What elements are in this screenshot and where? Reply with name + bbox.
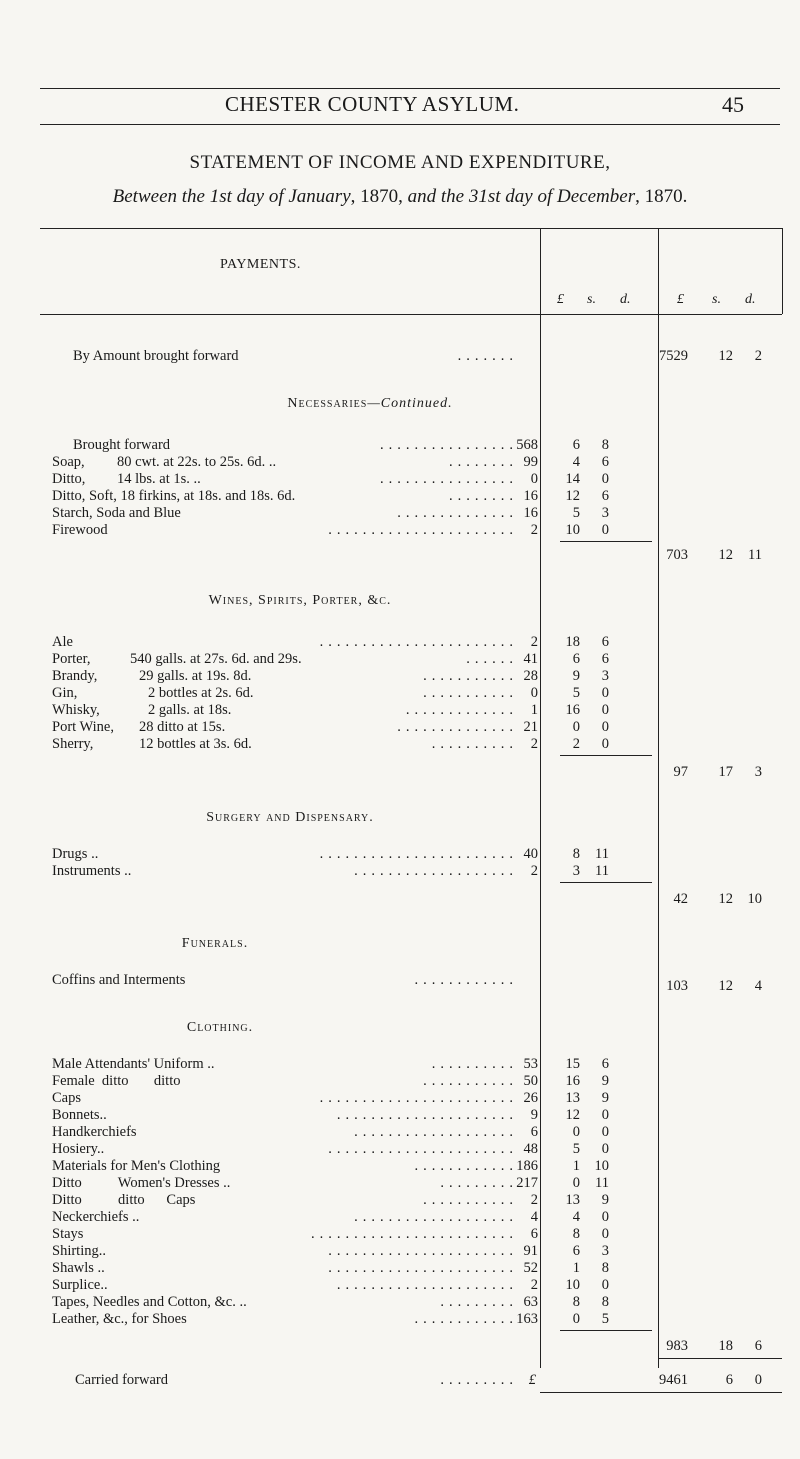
- row-label: Shawls ..: [52, 1260, 105, 1276]
- table-row: [0, 1277, 800, 1293]
- amount-pounds: 50: [523, 1073, 538, 1089]
- amount-pounds: 16: [523, 488, 538, 504]
- row-label: Neckerchiefs ..: [52, 1209, 140, 1225]
- amount-shillings: 1: [572, 1158, 580, 1174]
- amount-pounds: 16: [523, 505, 538, 521]
- total-shillings: 17: [718, 764, 733, 780]
- totals-shilling-heading: s.: [712, 292, 721, 307]
- section-heading-funerals: [0, 936, 615, 952]
- leader-dots: ......................: [328, 522, 518, 538]
- leader-dots: ........................: [311, 1226, 518, 1242]
- table-row: [0, 454, 800, 470]
- row-label: Materials for Men's Clothing: [52, 1158, 221, 1174]
- amount-pence: 3: [601, 1243, 609, 1259]
- section-heading-wines: [0, 593, 700, 609]
- table-row: [0, 437, 800, 453]
- amount-pounds: 4: [530, 1209, 538, 1225]
- row-label: Firewood: [52, 522, 108, 538]
- leader-dots: ...................: [354, 1124, 518, 1140]
- amount-pence: 11: [595, 863, 609, 879]
- amount-pounds: 53: [523, 1056, 538, 1072]
- amount-shillings: 9: [572, 668, 580, 684]
- amount-pence: 0: [601, 685, 609, 701]
- total-pounds: 103: [666, 978, 688, 994]
- section-heading-clothing: [0, 1020, 620, 1036]
- total-shillings: 6: [725, 1372, 733, 1388]
- table-row: [0, 1141, 800, 1157]
- table-row: [0, 702, 800, 718]
- subtotal-rule: [560, 541, 652, 542]
- items-pence-heading: d.: [620, 292, 631, 307]
- row-detail: 12 bottles at 3s. 6d.: [139, 736, 252, 752]
- row-detail: 540 galls. at 27s. 6d. and 29s.: [130, 651, 302, 667]
- items-pound-heading: £: [557, 292, 564, 307]
- section-total-row: [0, 891, 800, 907]
- leader-dots: .....................: [336, 1107, 518, 1123]
- total-shillings: 12: [718, 891, 733, 907]
- total-pence: 2: [754, 348, 762, 364]
- amount-pence: 8: [601, 437, 609, 453]
- leader-dots: ..............: [397, 505, 518, 521]
- table-row: [0, 1175, 800, 1191]
- row-label: Sherry,: [52, 736, 94, 752]
- leader-dots: .............: [405, 702, 518, 718]
- brought-forward-label: By Amount brought forward: [73, 348, 239, 364]
- amount-shillings: 5: [572, 1141, 580, 1157]
- table-row: [0, 972, 800, 994]
- subtitle-part: 1st: [209, 186, 232, 207]
- row-label: Starch, Soda and Blue: [52, 505, 181, 521]
- row-label: Male Attendants' Uniform ..: [52, 1056, 215, 1072]
- amount-shillings: 6: [572, 651, 580, 667]
- table-row: [0, 719, 800, 735]
- table-row: [0, 651, 800, 667]
- amount-pence: 0: [601, 702, 609, 718]
- total-pounds: 97: [673, 764, 688, 780]
- amount-shillings: 8: [572, 846, 580, 862]
- amount-pounds: 2: [530, 736, 538, 752]
- table-row: [0, 1294, 800, 1310]
- amount-pounds: 41: [523, 651, 538, 667]
- row-label: Porter,: [52, 651, 91, 667]
- amount-pence: 10: [594, 1158, 609, 1174]
- table-row: [0, 1260, 800, 1276]
- row-detail: 80 cwt. at 22s. to 25s. 6d. ..: [117, 454, 277, 470]
- amount-pence: 0: [601, 1226, 609, 1242]
- row-label: Leather, &c., for Shoes: [52, 1311, 187, 1327]
- table-row: [0, 1192, 800, 1208]
- row-label: Ditto, Soft, 18 firkins, at 18s. and 18s. 6d.: [52, 488, 296, 504]
- row-label: Port Wine,: [52, 719, 114, 735]
- carried-forward-label: Carried forward: [75, 1372, 168, 1388]
- leader-dots: .......: [457, 348, 518, 364]
- amount-pence: 8: [601, 1260, 609, 1276]
- amount-shillings: 0: [572, 1175, 580, 1191]
- leader-dots: ...........: [423, 1192, 518, 1208]
- row-label: Gin,: [52, 685, 78, 701]
- amount-pence: 0: [601, 1124, 609, 1140]
- amount-shillings: 0: [572, 1311, 580, 1327]
- row-label: Hosiery..: [52, 1141, 105, 1157]
- subtitle-part: , 1870.: [635, 186, 688, 207]
- amount-pounds: 0: [530, 685, 538, 701]
- leader-dots: ......................: [328, 1260, 518, 1276]
- amount-pence: 0: [601, 471, 609, 487]
- amount-pounds: 1: [530, 702, 538, 718]
- section-total-row: [0, 1338, 800, 1354]
- amount-pounds: 2: [530, 863, 538, 879]
- subtitle-part: 31st: [464, 186, 506, 207]
- amount-pence: 0: [601, 522, 609, 538]
- section-heading-text: Surgery and Dispensary.: [206, 810, 374, 825]
- amount-pence: 9: [601, 1192, 609, 1208]
- statement-title: STATEMENT OF INCOME AND EXPENDITURE,: [189, 152, 611, 173]
- row-detail: 2 galls. at 18s.: [148, 702, 232, 718]
- table-row: [0, 1073, 800, 1089]
- amount-pence: 6: [601, 634, 609, 650]
- row-label: Soap,: [52, 454, 85, 470]
- amount-pounds: 28: [523, 668, 538, 684]
- amount-pounds: 0: [530, 471, 538, 487]
- table-row: [0, 685, 800, 701]
- section-heading-text: Clothing.: [186, 1020, 254, 1035]
- leader-dots: .......................: [319, 1090, 518, 1106]
- section-heading-text: Wines, Spirits, Porter, &c.: [208, 593, 392, 608]
- amount-pence: 0: [601, 1209, 609, 1225]
- brought-forward-row: [0, 348, 800, 364]
- leader-dots: ...................: [354, 863, 518, 879]
- amount-pence: 11: [595, 846, 609, 862]
- amount-pounds: 6: [530, 1124, 538, 1140]
- amount-pounds: 9: [530, 1107, 538, 1123]
- total-pounds: 7529: [659, 348, 688, 364]
- leader-dots: ................: [380, 437, 518, 453]
- leader-dots: ..........: [431, 1056, 518, 1072]
- amount-shillings: 3: [572, 863, 580, 879]
- amount-shillings: 2: [572, 736, 580, 752]
- leader-dots: .......................: [319, 634, 518, 650]
- amount-shillings: 16: [565, 702, 580, 718]
- row-label: Tapes, Needles and Cotton, &c. ..: [52, 1294, 247, 1310]
- row-label: Surplice..: [52, 1277, 108, 1293]
- leader-dots: ...................: [354, 1209, 518, 1225]
- amount-pence: 0: [601, 1277, 609, 1293]
- amount-pounds: 2: [530, 634, 538, 650]
- table-row: [0, 1158, 800, 1174]
- amount-shillings: 10: [565, 522, 580, 538]
- row-label: Ale: [52, 634, 73, 650]
- row-detail: 29 galls. at 19s. 8d.: [139, 668, 252, 684]
- amount-shillings: 8: [572, 1294, 580, 1310]
- leader-dots: ................: [380, 471, 518, 487]
- table-row: [0, 471, 800, 487]
- amount-pence: 11: [595, 1175, 609, 1191]
- table-row: [0, 863, 800, 879]
- amount-pounds: 186: [516, 1158, 538, 1174]
- table-row: [0, 505, 800, 521]
- leader-dots: ......................: [328, 1141, 518, 1157]
- row-label: Whisky,: [52, 702, 100, 718]
- amount-pence: 0: [601, 1141, 609, 1157]
- leader-dots: .....................: [336, 1277, 518, 1293]
- row-label: Stays: [52, 1226, 84, 1242]
- amount-shillings: 6: [572, 437, 580, 453]
- row-label: Coffins and Interments: [52, 972, 186, 988]
- amount-pounds: 6: [530, 1226, 538, 1242]
- items-shilling-heading: s.: [587, 292, 596, 307]
- section-heading-necessaries: [0, 396, 770, 412]
- table-row: [0, 1124, 800, 1140]
- table-row: [0, 1226, 800, 1242]
- row-label: Brought forward: [73, 437, 171, 453]
- amount-shillings: 1: [572, 1260, 580, 1276]
- subtitle-part: January: [288, 186, 351, 207]
- amount-pence: 6: [601, 651, 609, 667]
- amount-pence: 9: [601, 1073, 609, 1089]
- amount-pence: 6: [601, 488, 609, 504]
- amount-pounds: 2: [530, 1192, 538, 1208]
- row-label: Female ditto ditto: [52, 1073, 181, 1089]
- amount-pence: 5: [601, 1311, 609, 1327]
- total-shillings: 18: [718, 1338, 733, 1354]
- row-detail: 14 lbs. at 1s. ..: [117, 471, 201, 487]
- table-row: [0, 1090, 800, 1106]
- subtitle-part: day of: [505, 186, 558, 207]
- total-shillings: 12: [718, 547, 733, 563]
- row-label: Bonnets..: [52, 1107, 107, 1123]
- leader-dots: .......................: [319, 846, 518, 862]
- subtitle-part: December: [557, 186, 636, 207]
- table-row: [0, 1056, 800, 1072]
- amount-shillings: 0: [572, 1124, 580, 1140]
- amount-pounds: 52: [523, 1260, 538, 1276]
- amount-pounds: 63: [523, 1294, 538, 1310]
- amount-shillings: 13: [565, 1192, 580, 1208]
- row-label: Drugs ..: [52, 846, 99, 862]
- subtotal-rule: [560, 755, 652, 756]
- amount-shillings: 12: [565, 488, 580, 504]
- total-pence: 6: [754, 1338, 762, 1354]
- leader-dots: ...........: [423, 1073, 518, 1089]
- amount-pounds: 40: [523, 846, 538, 862]
- section-total-row: [0, 547, 800, 563]
- leader-dots: ........: [449, 454, 518, 470]
- row-label: Brandy,: [52, 668, 98, 684]
- leader-dots: ........: [449, 488, 518, 504]
- amount-pounds: 217: [516, 1175, 538, 1191]
- section-heading-surgery: [0, 810, 690, 826]
- row-label: Handkerchiefs: [52, 1124, 137, 1140]
- amount-shillings: 12: [565, 1107, 580, 1123]
- section-total-row: [0, 764, 800, 780]
- amount-shillings: 16: [565, 1073, 580, 1089]
- row-label: Ditto ditto Caps: [52, 1192, 196, 1208]
- carried-forward-currency: £: [528, 1372, 536, 1388]
- total-pence: 0: [754, 1372, 762, 1388]
- row-detail: 28 ditto at 15s.: [139, 719, 226, 735]
- table-row: [0, 1311, 800, 1327]
- amount-pounds: 26: [523, 1090, 538, 1106]
- amount-pounds: 568: [516, 437, 538, 453]
- amount-pounds: 99: [523, 454, 538, 470]
- totals-pence-heading: d.: [745, 292, 756, 307]
- leader-dots: ......: [466, 651, 518, 667]
- table-row: [0, 668, 800, 684]
- total-pounds: 983: [666, 1338, 688, 1354]
- amount-shillings: 13: [565, 1090, 580, 1106]
- total-pounds: 42: [673, 891, 688, 907]
- subtitle-part: Between the: [112, 186, 210, 207]
- leader-dots: ...........: [423, 668, 518, 684]
- section-heading-text: Necessaries: [287, 396, 368, 411]
- amount-shillings: 14: [565, 471, 580, 487]
- section-heading-text: Funerals.: [181, 936, 249, 951]
- subtotal-rule: [560, 1330, 652, 1331]
- total-pence: 4: [754, 978, 762, 994]
- amount-pence: 0: [601, 736, 609, 752]
- amount-pence: 3: [601, 505, 609, 521]
- amount-shillings: 8: [572, 1226, 580, 1242]
- amount-shillings: 0: [572, 719, 580, 735]
- leader-dots: .........: [440, 1175, 518, 1191]
- amount-pence: 0: [601, 719, 609, 735]
- leader-dots: ...........: [423, 685, 518, 701]
- amount-shillings: 4: [572, 1209, 580, 1225]
- amount-pounds: 48: [523, 1141, 538, 1157]
- row-label: Shirting..: [52, 1243, 106, 1259]
- amount-pence: 0: [601, 1107, 609, 1123]
- table-row: [0, 488, 800, 504]
- leader-dots: ............: [414, 1311, 518, 1327]
- subtitle-part: day of: [231, 186, 289, 207]
- table-row: [0, 634, 800, 650]
- total-pence: 11: [748, 547, 762, 563]
- amount-shillings: 5: [572, 685, 580, 701]
- column-heading-payments: PAYMENTS.: [220, 257, 301, 272]
- subtitle-part: and the: [407, 186, 465, 207]
- table-row: [0, 736, 800, 752]
- subtitle-part: , 1870,: [350, 186, 408, 207]
- table-row: [0, 1107, 800, 1123]
- leader-dots: ............: [414, 972, 518, 988]
- amount-shillings: 4: [572, 454, 580, 470]
- total-shillings: 12: [718, 978, 733, 994]
- leader-dots: .........: [440, 1372, 518, 1388]
- leader-dots: ......................: [328, 1243, 518, 1259]
- row-label: Caps: [52, 1090, 81, 1106]
- amount-pence: 6: [601, 454, 609, 470]
- amount-pence: 8: [601, 1294, 609, 1310]
- amount-pounds: 163: [516, 1311, 538, 1327]
- table-row: [0, 846, 800, 862]
- total-pounds: 9461: [659, 1372, 688, 1388]
- total-pounds: 703: [666, 547, 688, 563]
- amount-pence: 6: [601, 1056, 609, 1072]
- totals-pound-heading: £: [677, 292, 684, 307]
- carried-forward-row: [0, 1372, 800, 1388]
- subtotal-rule: [560, 882, 652, 883]
- total-pence: 3: [754, 764, 762, 780]
- statement-subtitle: [0, 186, 800, 208]
- amount-pence: 9: [601, 1090, 609, 1106]
- total-shillings: 12: [718, 348, 733, 364]
- amount-shillings: 10: [565, 1277, 580, 1293]
- row-label: Ditto,: [52, 471, 86, 487]
- amount-shillings: 5: [572, 505, 580, 521]
- amount-pounds: 91: [523, 1243, 538, 1259]
- amount-shillings: 18: [565, 634, 580, 650]
- table-row: [0, 522, 800, 538]
- amount-pounds: 21: [523, 719, 538, 735]
- amount-shillings: 6: [572, 1243, 580, 1259]
- leader-dots: ............: [414, 1158, 518, 1174]
- total-pence: 10: [747, 891, 762, 907]
- section-heading-suffix: —Continued.: [367, 396, 453, 411]
- leader-dots: ..............: [397, 719, 518, 735]
- page-number: 45: [722, 92, 744, 117]
- row-detail: 2 bottles at 2s. 6d.: [148, 685, 254, 701]
- row-label: Instruments ..: [52, 863, 132, 879]
- amount-pounds: 2: [530, 522, 538, 538]
- table-row: [0, 1209, 800, 1225]
- amount-pounds: 2: [530, 1277, 538, 1293]
- leader-dots: ..........: [431, 736, 518, 752]
- leader-dots: .........: [440, 1294, 518, 1310]
- table-row: [0, 1243, 800, 1259]
- row-label: Ditto Women's Dresses ..: [52, 1175, 231, 1191]
- amount-pence: 3: [601, 668, 609, 684]
- amount-shillings: 15: [565, 1056, 580, 1072]
- running-header-title: CHESTER COUNTY ASYLUM.: [225, 92, 520, 116]
